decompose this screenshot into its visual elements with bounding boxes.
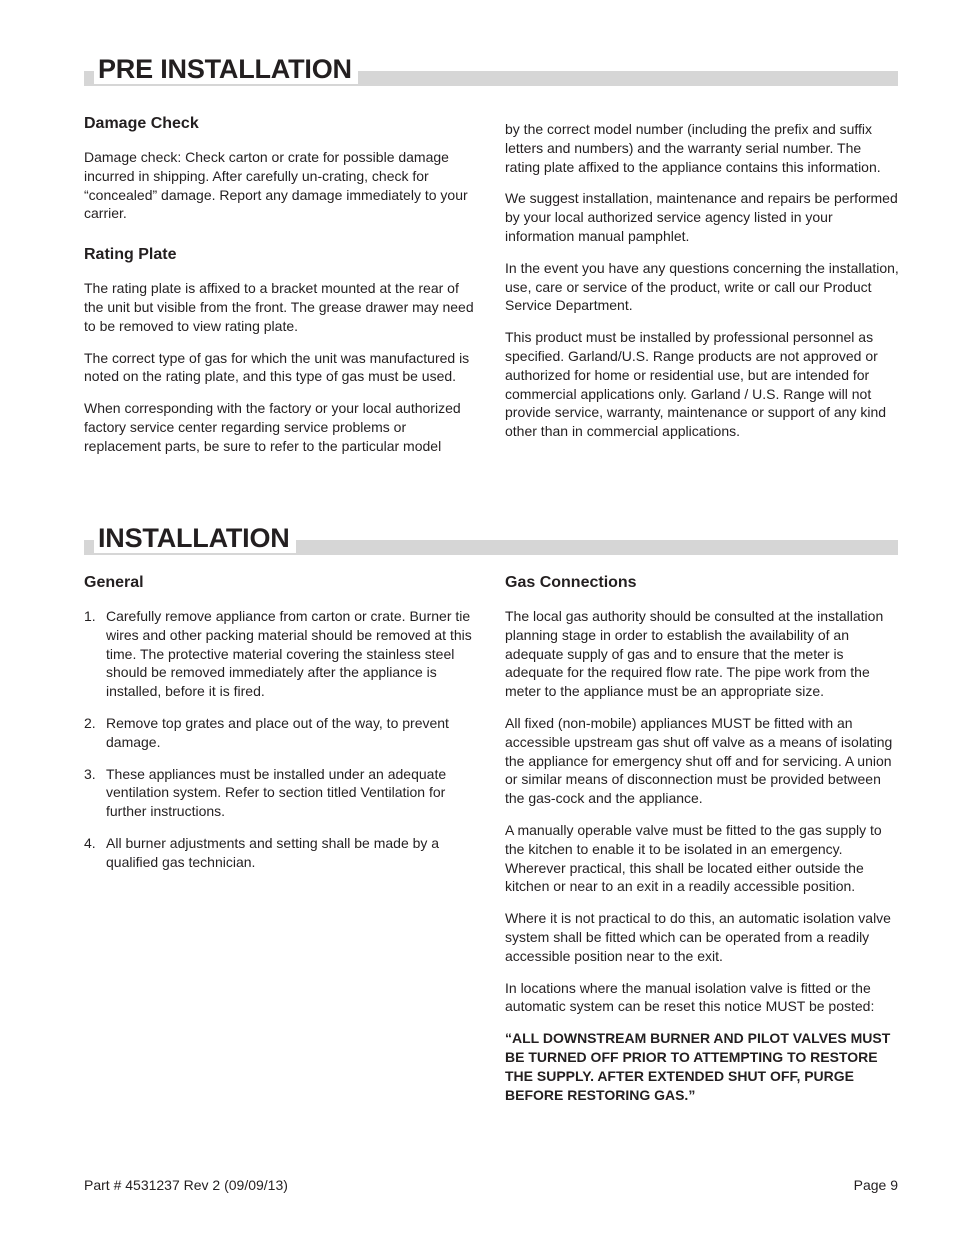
list-item [84,834,478,872]
warning-notice: “ALL DOWNSTREAM BURNER AND PILOT VALVES MUST BE TURNED OFF PRIOR TO ATTEMPTING TO RESTORE THE SUPPLY. AFTER EXTENDED SHUT OFF, PURGE BEFORE RESTORING GAS.” [505,1030,891,1103]
rating-plate-paragraph: The rating plate is affixed to a bracket mounted at the rear of the unit but visible from the front. The grease drawer may need to be removed to view rating plate. [84,280,474,334]
gas-connections-paragraph: All fixed (non-mobile) appliances MUST be fitted with an accessible upstream gas shut off valve as a means of isolating the appliance for emergency shut off and for servicing. A union or similar means of disconnection must be provided between the gas-cock and the appliance. [505,714,893,807]
list-item-text: All burner adjustments and setting shall be made by a qualified gas technician. [106,834,440,870]
damage-check-paragraph: Damage check: Check carton or crate for possible damage incurred in shipping. After carefully un-crating, check for “concealed” damage. Report any damage immediately to your carrier. [84,149,468,222]
pre-installation-header [84,46,898,86]
gas-connections-paragraph: In locations where the manual isolation valve is fitted or the automatic system can be reset this notice MUST be posted: [505,979,875,1015]
pre-installation-right-column [505,120,899,454]
gas-connections-paragraph: A manually operable valve must be fitted to the gas supply to the kitchen to enable it to be isolated in an emergency. Wherever practical, this shall be located either outside the kitchen or near to an exit in a readily accessible position. [505,821,882,895]
rating-plate-paragraph: When corresponding with the factory or your local authorized factory service center regarding service problems or replacement parts, be sure to refer to the particular model [84,400,461,454]
gas-connections-heading: Gas Connections [505,574,637,591]
installation-header [84,515,898,555]
model-number-paragraph: by the correct model number (including the prefix and suffix letters and numbers) and the warranty serial number. The rating plate affixed to the appliance contains this information. [505,121,881,175]
list-item-number: 2. [84,714,96,731]
general-steps-list [84,607,478,872]
rating-plate-paragraph: The correct type of gas for which the unit was manufactured is noted on the rating plate, and this type of gas must be used. [84,349,470,385]
gas-connections-column [505,573,899,1117]
service-agency-paragraph: We suggest installation, maintenance and repairs be performed by your local authorized service agency listed in your information manual pamphlet. [505,190,898,244]
rating-plate-heading: Rating Plate [84,246,177,264]
list-item [84,714,478,752]
list-item-number: 1. [84,608,96,624]
list-item [84,765,478,821]
gas-connections-paragraph: The local gas authority should be consulted at the installation planning stage in order to establish the availability of an adequate supply of gas and to ensure that the meter is adequate for the required flow rate. The pipe work from the meter to the appliance must be an appropriate size. [505,608,884,700]
list-item-text: These appliances must be installed under an adequate ventilation system. Refer to section titled Ventilation for further instructions. [106,765,447,820]
questions-paragraph: In the event you have any questions concerning the installation, use, care or service of the product, write or call our Product Service Department. [505,259,899,314]
part-number: Part # 4531237 Rev 2 (09/09/13) [84,1177,288,1193]
damage-check-heading: Damage Check [84,115,199,132]
general-heading: General [84,574,144,591]
list-item-text: Remove top grates and place out of the way, to prevent damage. [106,714,449,750]
general-column [84,573,478,885]
list-item [84,607,478,701]
gas-connections-paragraph: Where it is not practical to do this, an automatic isolation valve system shall be fitted which can be operated from a readily accessible position near to the exit. [505,910,891,964]
pre-installation-title: PRE INSTALLATION [94,54,358,84]
list-item-number: 4. [84,834,96,851]
professional-install-paragraph: This product must be installed by professional personnel as specified. Garland/U.S. Range products are not approved or authorized for home or residential use, but are intended for commercial applications only. Garland / U.S. Range will not provide service, warranty, maintenance or support of any kind other than in commercial applications. [505,329,887,440]
page-number: Page 9 [853,1177,898,1193]
installation-title: INSTALLATION [94,523,296,553]
list-item-number: 3. [84,765,96,782]
pre-installation-left-column [84,114,478,469]
list-item-text: Carefully remove appliance from carton or crate. Burner tie wires and other packing material should be removed at this time. The protective material covering the stainless steel should be removed immediately after the appliance is installed, before it is fired. [106,608,472,700]
